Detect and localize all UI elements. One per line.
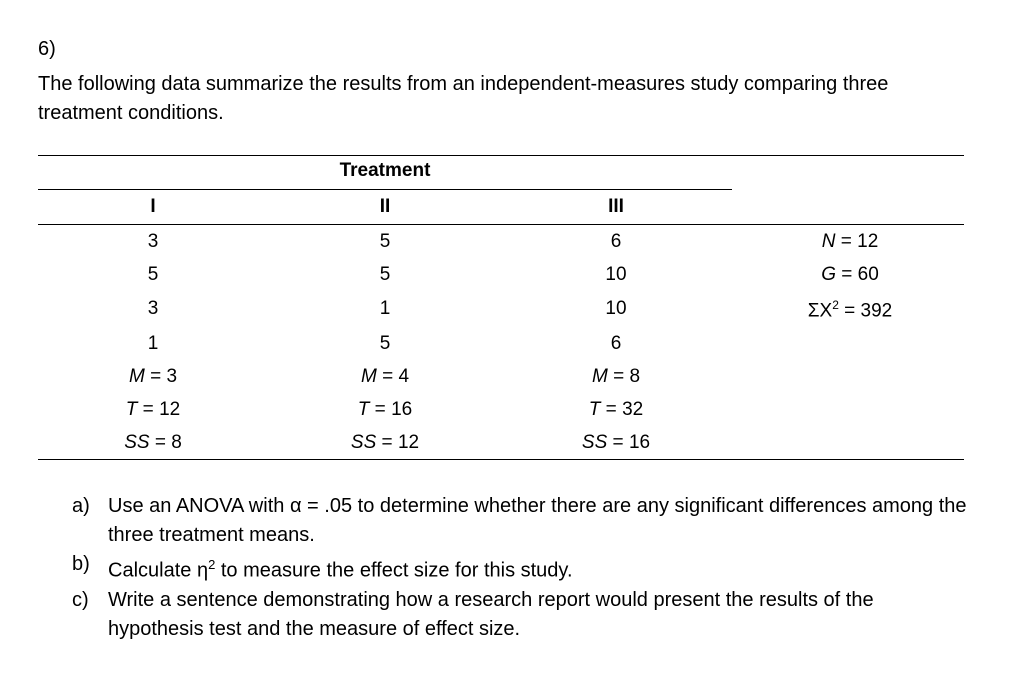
table-cell: 6	[610, 231, 622, 252]
column-header-ii: II	[379, 196, 391, 217]
ss-cell: SS = 8	[124, 432, 182, 453]
problem-number: 6)	[38, 38, 56, 60]
table-cell: 5	[379, 264, 391, 285]
question-c	[72, 586, 972, 644]
question-b	[72, 550, 972, 586]
table-cell: 5	[147, 264, 159, 285]
table-cell: 10	[605, 298, 627, 319]
table-cell: 5	[379, 231, 391, 252]
total-cell: T = 12	[125, 399, 181, 420]
table-bottom-rule	[38, 459, 964, 460]
table-cell: 1	[147, 333, 159, 354]
question-a	[72, 492, 972, 550]
mean-cell: M = 4	[360, 366, 410, 387]
table-cell: 6	[610, 333, 622, 354]
table-cell: 10	[605, 264, 627, 285]
ss-cell: SS = 16	[581, 432, 651, 453]
treatment-underline	[38, 189, 732, 190]
question-marker: b)	[72, 553, 90, 575]
table-cell: 3	[147, 298, 159, 319]
table-cell: 3	[147, 231, 159, 252]
treatment-header: Treatment	[339, 160, 431, 181]
question-text: Write a sentence demonstrating how a research report would present the results of the hypothesis test and the measure of effect size.	[108, 588, 874, 640]
total-cell: T = 32	[588, 399, 644, 420]
question-text: Use an ANOVA with α = .05 to determine whether there are any significant differences among the three treatment means.	[108, 495, 967, 546]
mean-cell: M = 8	[591, 366, 641, 387]
total-cell: T = 16	[357, 399, 413, 420]
question-text: Calculate $\eta^2$ to measure the effect size for this study.	[108, 557, 573, 582]
question-marker: c)	[72, 588, 89, 611]
table-cell: 1	[379, 298, 391, 319]
sum-x-squared: $\Sigma X^2 = 392$	[807, 298, 893, 322]
column-header-iii: III	[608, 196, 624, 217]
table-top-rule	[38, 155, 964, 156]
question-list	[72, 492, 972, 644]
grand-total-g: G = 60	[821, 264, 879, 285]
total-n: N = 12	[821, 231, 879, 252]
column-header-rule	[38, 224, 964, 225]
column-header-i: I	[150, 196, 156, 217]
ss-cell: SS = 12	[350, 432, 420, 453]
problem-intro: The following data summarize the results from an independent-measures study comparing three treatment conditions.	[38, 73, 889, 124]
mean-cell: M = 3	[128, 366, 178, 387]
question-marker: a)	[72, 495, 90, 517]
table-cell: 5	[379, 333, 391, 354]
